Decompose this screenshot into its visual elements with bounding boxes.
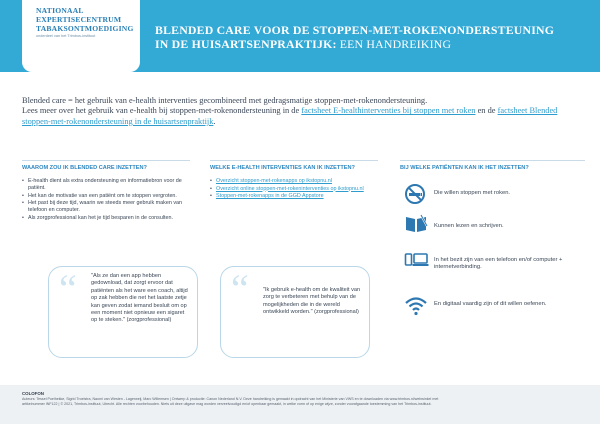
column-who <box>400 160 585 172</box>
intro-line-2: Lees meer over het gebruik van e-health bij stoppen-met-rokenondersteuning in de <box>22 106 302 116</box>
quote-text-1: "Als ze dan een app hebben gedownload, dat zorgt ervoor dat patiënten als het ware een coach, altijd op zak hebben die net het laatste zetje kan geven zodat iemand besluit om op een moment niet opnieuw een sigaret op te steken." (zorgprofessional) <box>91 273 188 324</box>
devices-icon <box>404 250 430 272</box>
column-which <box>210 160 378 201</box>
why-bullet: • Als zorgprofessional kan het je tijd besparen in de consulten. <box>22 215 190 222</box>
column-which-heading: WELKE E-HEALTH INTERVENTIES KAN IK INZETTEN? <box>210 160 378 172</box>
logo <box>22 0 140 72</box>
patient-item <box>400 213 590 239</box>
intro-line-1: Blended care = het gebruik van e-health interventies gecombineerd met gedragsmatige stoppen-met-rokenondersteuning. <box>22 96 428 105</box>
title-part-3: EEN HANDREIKING <box>336 37 452 51</box>
colophon-line-2: artikelnummer INF122 | © 2021, Trimbos-instituut, Utrecht. Alle rechten voorbehouden. Niets uit deze uitgave mag worden verveelvoudigd en/of openbaar gemaakt, in welke vorm of op enige wijze, zonder voorafgaande toestemming van het Trimbos-instituut. <box>22 402 432 406</box>
quote-mark-icon: “ <box>59 266 77 311</box>
why-bullet: • Het kan de motivatie van een patiënt om te stoppen vergroten. <box>22 193 190 200</box>
header-banner <box>0 0 600 72</box>
online-interventions-link[interactable]: • Overzicht online stoppen-met-rokeninterventies op ikstopnu.nl <box>210 186 378 193</box>
interventions-link-list <box>210 178 378 200</box>
quote-text-2: "Ik gebruik e-health om de kwaliteit van zorg te verbeteren met behulp van de mogelijkheden die in de wereld ontwikkeld worden." (zorgprofessional) <box>263 287 361 316</box>
factsheet-ehealth-link[interactable]: factsheet E-healthinterventies bij stoppen met roken <box>301 106 476 116</box>
colophon-line-1: Auteurs: Tessel Poelhekke, Sigrid Troelstra, Naomi van Westen - Lagerweij, Marc Willemsen | Ontwerp & productie: Canon Nederland N.V. Deze handreiking is gemaakt in opdracht van het Ministerie van VWS en te downloaden via www.trimbos.nl/webwinkel met <box>22 397 439 401</box>
colophon <box>0 385 600 424</box>
column-who-heading: BIJ WELKE PATIËNTEN KAN IK HET INZETTEN? <box>400 160 585 172</box>
ggd-appstore-link[interactable]: • Stoppen-met-rokenapps in de GGD Appstore <box>210 193 378 200</box>
column-why-heading: WAAROM ZOU IK BLENDED CARE INZETTEN? <box>22 160 190 172</box>
patient-item-text: Kunnen lezen en schrijven. <box>434 223 504 229</box>
column-why <box>22 160 190 222</box>
patient-item-text: Die willen stoppen met roken. <box>434 190 511 196</box>
book-icon <box>404 213 428 235</box>
patient-item <box>400 250 590 276</box>
intro-mid: en de <box>475 106 498 116</box>
logo-subtitle: onderdeel van het Trimbos-instituut <box>36 34 96 38</box>
quote-mark-icon: “ <box>231 266 249 311</box>
apps-overview-link[interactable]: • Overzicht stoppen-met-rokenapps op ikstopnu.nl <box>210 178 378 185</box>
patient-item <box>400 295 590 321</box>
why-bullet: • Het past bij deze tijd, waarin we steeds meer gebruik maken van telefoon en computer. <box>22 200 190 214</box>
wifi-icon <box>404 295 428 317</box>
logo-line-2: EXPERTISECENTRUM <box>36 15 122 24</box>
logo-line-1: NATIONAAL <box>36 6 84 15</box>
intro-end: . <box>213 116 216 126</box>
page-title <box>155 23 585 51</box>
intro-text <box>22 96 582 127</box>
title-part-2: IN DE HUISARTSENPRAKTIJK: <box>155 37 337 51</box>
title-part-1: BLENDED CARE VOOR DE STOPPEN-MET-ROKENONDERSTEUNING <box>155 23 555 37</box>
why-bullet: • E-health dient als extra ondersteuning en informatiebron voor de patiënt. <box>22 178 190 192</box>
patient-item-text: En digitaal vaardig zijn of dit willen oefenen. <box>434 301 547 307</box>
factsheet-blended-link[interactable]: factsheet Blended stoppen-met-rokenondersteuning in de huisartsenpraktijk <box>22 106 558 126</box>
no-smoking-icon <box>404 183 426 205</box>
quote-box-2 <box>220 266 370 358</box>
logo-line-3: TABAKSONTMOEDIGING <box>36 24 134 33</box>
quote-box-1 <box>48 266 198 358</box>
patient-item <box>400 183 590 209</box>
patient-item-text: In het bezit zijn van een telefoon en/of computer + internetverbinding. <box>434 257 563 271</box>
colophon-title: COLOFON <box>22 391 44 396</box>
why-bullet-list <box>22 178 190 222</box>
